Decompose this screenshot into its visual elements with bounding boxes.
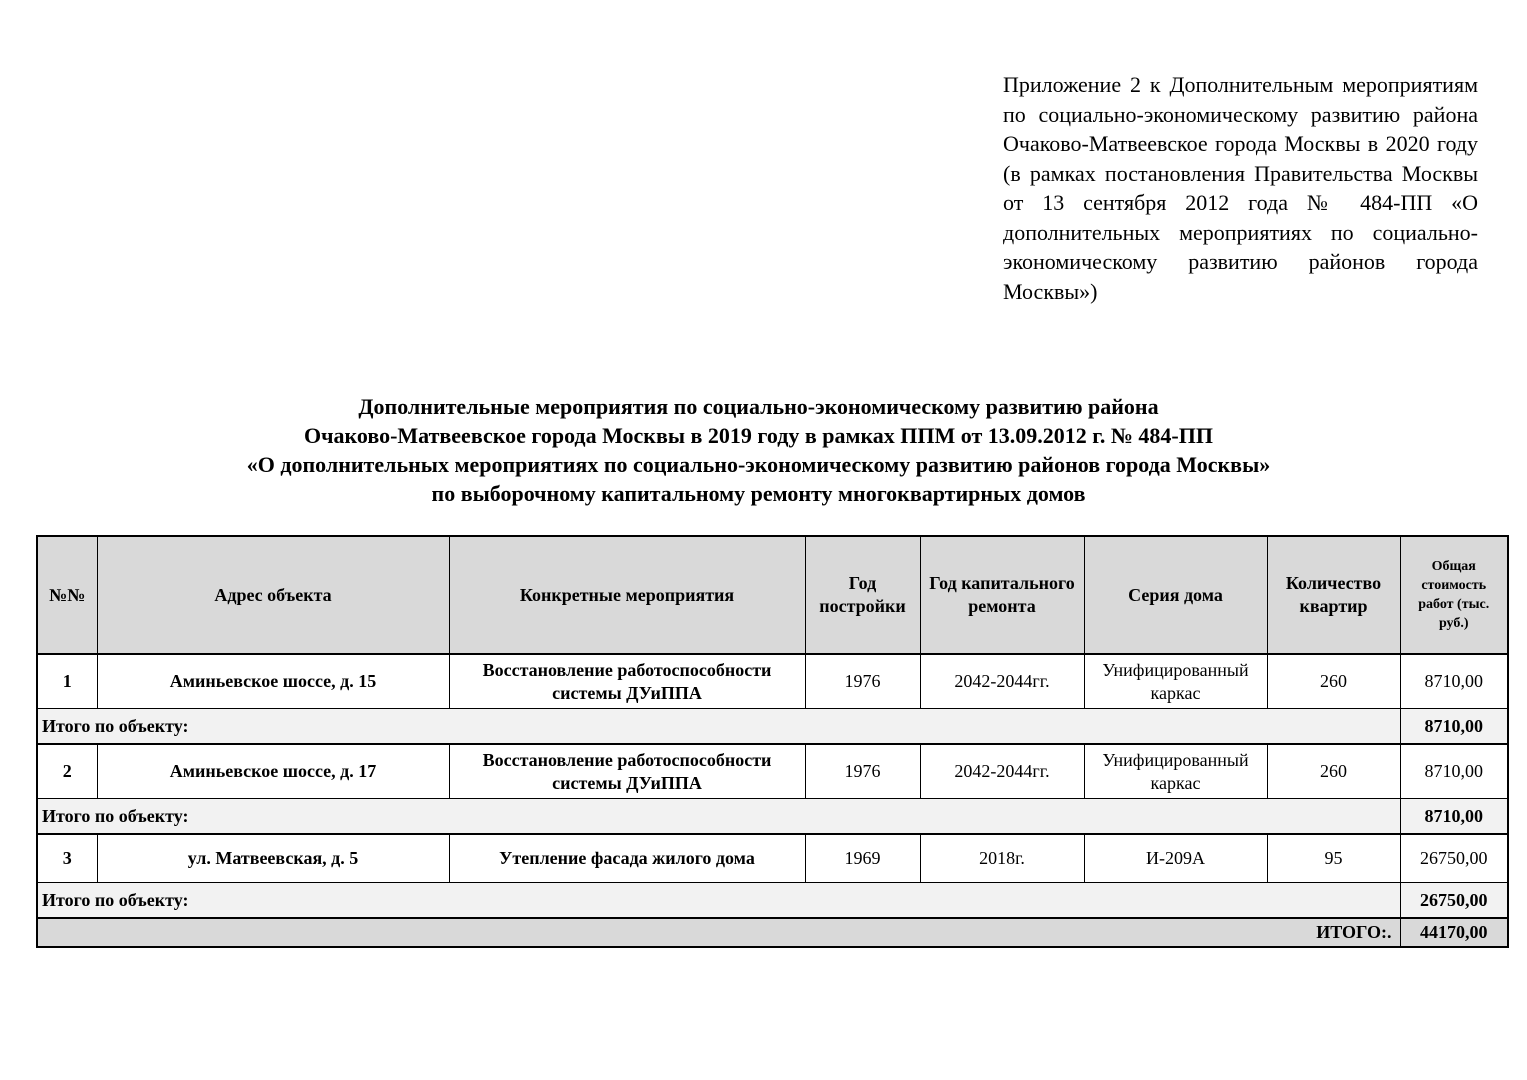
title-line-2: Очаково-Матвеевское города Москвы в 2019 году в рамках ППМ от 13.09.2012 г. № 484-ПП bbox=[304, 423, 1213, 448]
title-line-3: «О дополнительных мероприятиях по социально-экономическому развитию районов города Москвы» bbox=[246, 452, 1271, 477]
cell-apartments: 260 bbox=[1267, 654, 1400, 709]
subtotal-label: Итого по объекту: bbox=[37, 799, 1400, 835]
cell-num: 3 bbox=[37, 834, 97, 883]
cell-apartments: 260 bbox=[1267, 744, 1400, 799]
grand-total-row bbox=[37, 918, 1508, 947]
cell-address: ул. Матвеевская, д. 5 bbox=[97, 834, 449, 883]
cell-apartments: 95 bbox=[1267, 834, 1400, 883]
cell-cost: 8710,00 bbox=[1400, 744, 1508, 799]
header-cost: Общая стоимость работ (тыс. руб.) bbox=[1400, 536, 1508, 654]
header-num: №№ bbox=[37, 536, 97, 654]
header-built-year: Год постройки bbox=[805, 536, 920, 654]
cell-num: 1 bbox=[37, 654, 97, 709]
cell-repair-year: 2042-2044гг. bbox=[920, 744, 1084, 799]
cell-repair-year: 2018г. bbox=[920, 834, 1084, 883]
appendix-note: Приложение 2 к Дополнительным мероприятиям по социально-экономическому развитию района Очаково-Матвеевское города Москвы в 2020 году (в рамках постановления Правительства Москвы от 13 сентября 2012 года № 484-ПП «О дополнительных мероприятиях по социально-экономическому развитию районов города Москвы») bbox=[1003, 72, 1478, 304]
subtotal-label: Итого по объекту: bbox=[37, 709, 1400, 745]
table-header-row bbox=[37, 536, 1508, 654]
cell-series: Унифицированный каркас bbox=[1084, 744, 1267, 799]
cell-repair-year: 2042-2044гг. bbox=[920, 654, 1084, 709]
cell-series: И-209А bbox=[1084, 834, 1267, 883]
cell-measures: Восстановление работоспособности системы ДУиППА bbox=[449, 744, 805, 799]
subtotal-row bbox=[37, 883, 1508, 919]
subtotal-value: 8710,00 bbox=[1400, 709, 1508, 745]
grand-total-label: ИТОГО:. bbox=[37, 918, 1400, 947]
subtotal-label: Итого по объекту: bbox=[37, 883, 1400, 919]
subtotal-row bbox=[37, 799, 1508, 835]
cell-measures: Восстановление работоспособности системы ДУиППА bbox=[449, 654, 805, 709]
cell-cost: 8710,00 bbox=[1400, 654, 1508, 709]
cell-built-year: 1969 bbox=[805, 834, 920, 883]
header-series: Серия дома bbox=[1084, 536, 1267, 654]
header-address: Адрес объекта bbox=[97, 536, 449, 654]
table-row bbox=[37, 654, 1508, 709]
table-row bbox=[37, 834, 1508, 883]
cell-measures: Утепление фасада жилого дома bbox=[449, 834, 805, 883]
title-line-1: Дополнительные мероприятия по социально-экономическому развитию района bbox=[358, 394, 1159, 419]
cell-address: Аминьевское шоссе, д. 17 bbox=[97, 744, 449, 799]
grand-total-value: 44170,00 bbox=[1400, 918, 1508, 947]
cell-built-year: 1976 bbox=[805, 654, 920, 709]
table-row bbox=[37, 744, 1508, 799]
document-title bbox=[36, 392, 1481, 508]
subtotal-value: 8710,00 bbox=[1400, 799, 1508, 835]
cell-built-year: 1976 bbox=[805, 744, 920, 799]
subtotal-value: 26750,00 bbox=[1400, 883, 1508, 919]
header-apartments: Количество квартир bbox=[1267, 536, 1400, 654]
cell-num: 2 bbox=[37, 744, 97, 799]
cell-address: Аминьевское шоссе, д. 15 bbox=[97, 654, 449, 709]
subtotal-row bbox=[37, 709, 1508, 745]
cell-series: Унифицированный каркас bbox=[1084, 654, 1267, 709]
title-line-4: по выборочному капитальному ремонту многоквартирных домов bbox=[431, 481, 1086, 506]
cell-cost: 26750,00 bbox=[1400, 834, 1508, 883]
header-repair-year: Год капитального ремонта bbox=[920, 536, 1084, 654]
header-measures: Конкретные мероприятия bbox=[449, 536, 805, 654]
works-table bbox=[36, 535, 1509, 948]
